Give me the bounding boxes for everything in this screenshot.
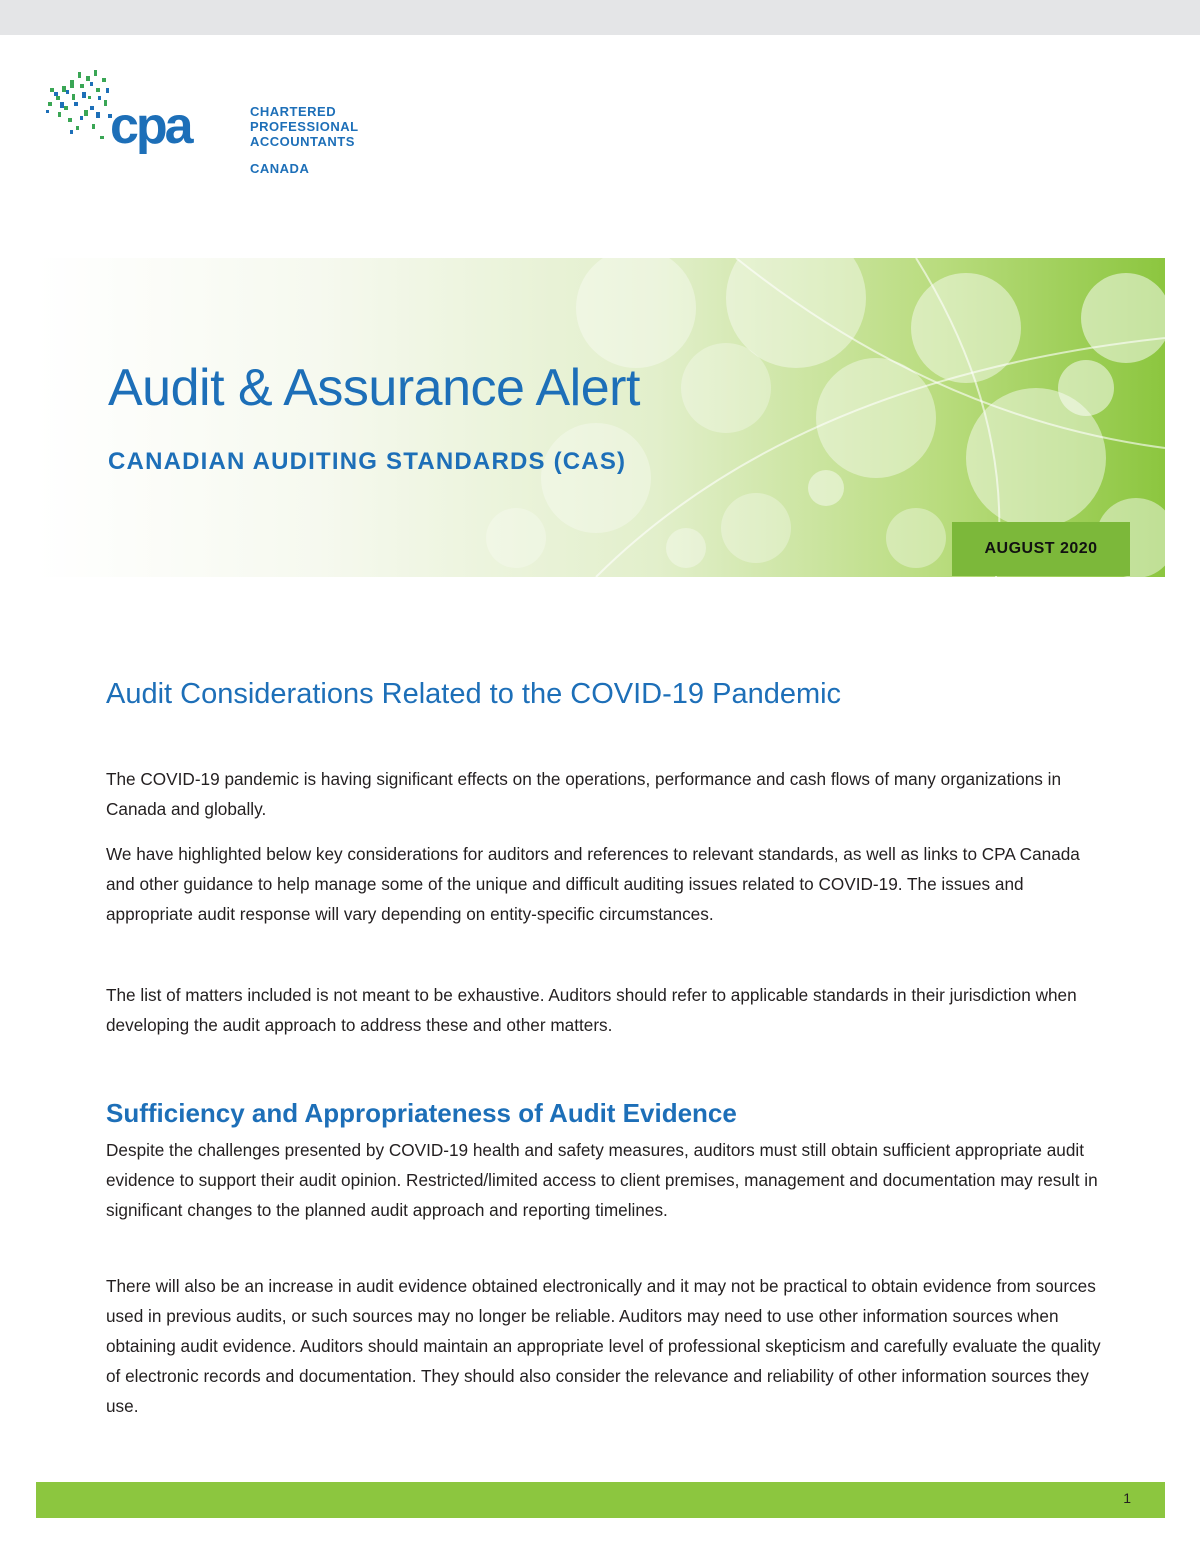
banner-title: Audit & Assurance Alert [108,359,640,417]
section-heading: Sufficiency and Appropriateness of Audit Evidence [106,1098,737,1128]
footer-bar [36,1482,1165,1518]
intro-paragraph-1: The COVID-19 pandemic is having significant effects on the operations, performance and cash flows of many organizations in Canada and globally. [106,769,1062,819]
section-paragraph-2: There will also be an increase in audit evidence obtained electronically and it may not be practical to obtain evidence from sources used in previous audits, or such sources may no longer be reliable. Auditors may need to use other information sources when obtaining audit evidence. Auditors should maintain an appropriate level of professional skepticism and carefully evaluate the quality of electronic records and documentation. They should also consider the relevance and reliability of other information sources they use. [106,1276,1101,1416]
viewer-top-bar [0,0,1200,35]
page-number: 1 [1123,1490,1131,1506]
logo-line-4: CANADA [250,161,310,176]
date-badge: AUGUST 2020 [952,522,1130,576]
logo-tagline [250,104,359,176]
header-banner [36,258,1165,577]
document-title: Audit Considerations Related to the COVID-19 Pandemic [106,678,842,710]
logo-line-1: CHARTERED [250,104,337,119]
logo-wordmark: cpa [110,97,191,155]
intro-paragraph-3: The list of matters included is not meant to be exhaustive. Auditors should refer to applicable standards in their jurisdiction when developing the audit approach to address these and other matters. [106,985,1077,1035]
logo-line-3: ACCOUNTANTS [250,134,355,149]
banner-subtitle: CANADIAN AUDITING STANDARDS (CAS) [108,448,627,475]
intro-paragraph-2: We have highlighted below key considerations for auditors and references to relevant standards, as well as links to CPA Canada and other guidance to help manage some of the unique and difficult auditing issues related to COVID-19. The issues and appropriate audit response will vary depending on entity-specific circumstances. [106,844,1080,924]
section-paragraph-1: Despite the challenges presented by COVID-19 health and safety measures, auditors must still obtain sufficient appropriate audit evidence to support their audit opinion. Restricted/limited access to client premises, management and documentation may result in significant changes to the planned audit approach and reporting timelines. [106,1140,1098,1220]
logo-line-2: PROFESSIONAL [250,119,359,134]
cpa-canada-logo [44,66,404,186]
